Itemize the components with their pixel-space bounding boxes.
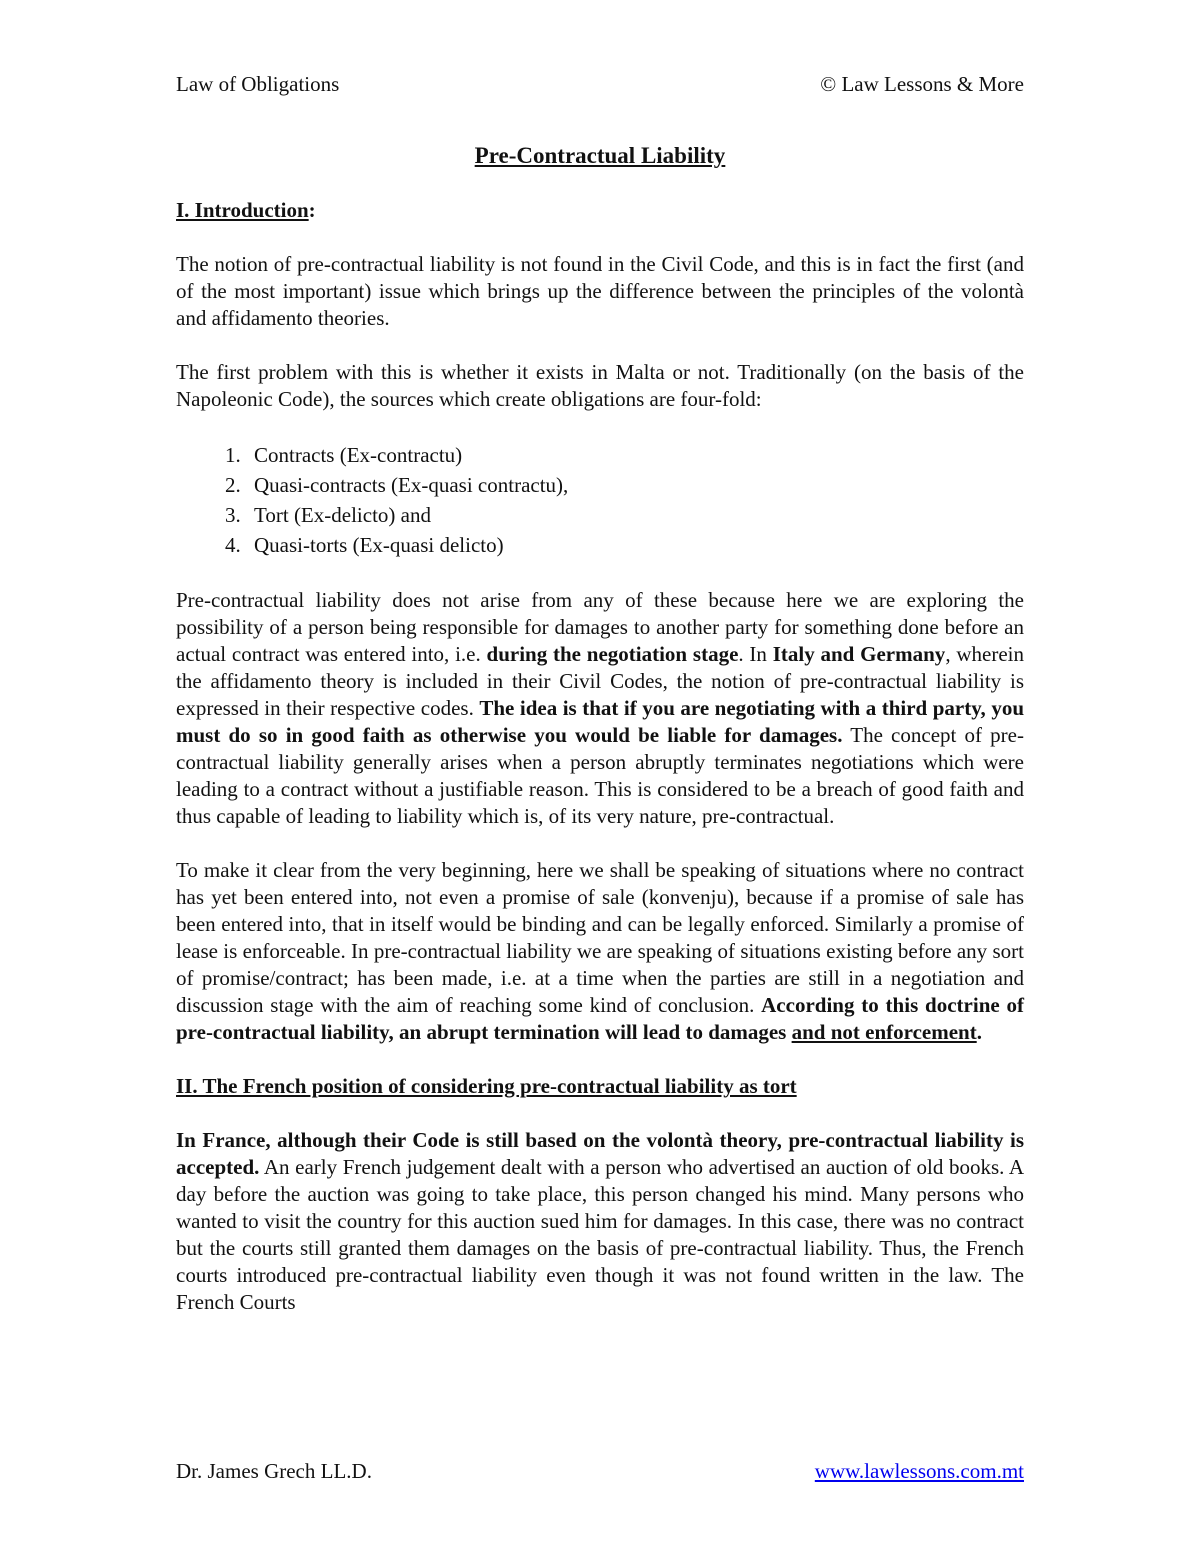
list-item: 4. Quasi-torts (Ex-quasi delicto) [246,530,1024,560]
section-heading-introduction-text: I. Introduction [176,198,309,222]
section-heading-french-position: II. The French position of considering pre-contractual liability as tort [176,1074,797,1098]
footer-website-link[interactable]: www.lawlessons.com.mt [814,1459,1024,1483]
paragraph-intro-1: The notion of pre-contractual liability is not found in the Civil Code, and this is in fact the first (and of the most important) issue which brings up the difference between the principles of the volontà and affidamento theories. [176,252,1024,330]
paragraph-intro-4: To make it clear from the very beginning, here we shall be speaking of situations where no contract has yet been entered into, not even a promise of sale (konvenju), because if a promise of sale has been entered into, that in itself would be binding and can be legally enforced. Similarly a promise of lease is enforceable. In pre-contractual liability we are speaking of situations existing before any sort of promise/contract; has been made, i.e. at a time when the parties are still in a negotiation and discussion stage with the aim of reaching some kind of conclusion. According to this doctrine of pre-contractual liability, an abrupt termination will lead to damages and not enforcement. [176,858,1024,1044]
list-item: 3. Tort (Ex-delicto) and [246,500,1024,530]
header-copyright: © Law Lessons & More [820,72,1024,96]
document-body [176,142,1024,1343]
paragraph-french-1: In France, although their Code is still based on the volontà theory, pre-contractual liability is accepted. An early French judgement dealt with a person who advertised an auction of old books. A day before the auction was going to take place, this person changed his mind. Many persons who wanted to visit the country for this auction sued him for damages. In this case, there was no contract but the courts still granted them damages on the basis of pre-contractual liability. Thus, the French courts introduced pre-contractual liability even though it was not found written in the law. The French Courts [176,1128,1024,1314]
header-course-title: Law of Obligations [176,72,340,96]
section-heading-introduction: I. Introduction: [176,198,316,222]
list-item: 1. Contracts (Ex-contractu) [246,440,1024,470]
page-footer [176,1457,1024,1485]
sources-of-obligations-list [176,440,1024,560]
list-item: 2. Quasi-contracts (Ex-quasi contractu), [246,470,1024,500]
footer-author: Dr. James Grech LL.D. [176,1459,372,1483]
paragraph-intro-3: Pre-contractual liability does not arise from any of these because here we are exploring the possibility of a person being responsible for damages to another party for something done before an actual contract was entered into, i.e. during the negotiation stage. In Italy and Germany, wherein the affidamento theory is included in their Civil Codes, the notion of pre-contractual liability is expressed in their respective codes. The idea is that if you are negotiating with a third party, you must do so in good faith as otherwise you would be liable for damages. The concept of pre-contractual liability generally arises when a person abruptly terminates negotiations which were leading to a contract without a justifiable reason. This is considered to be a breach of good faith and thus capable of leading to liability which is, of its very nature, pre-contractual. [176,588,1024,828]
paragraph-intro-2: The first problem with this is whether it exists in Malta or not. Traditionally (on the basis of the Napoleonic Code), the sources which create obligations are four-fold: [176,360,1024,411]
document-title: Pre-Contractual Liability [474,143,726,168]
page-header [176,70,1024,98]
